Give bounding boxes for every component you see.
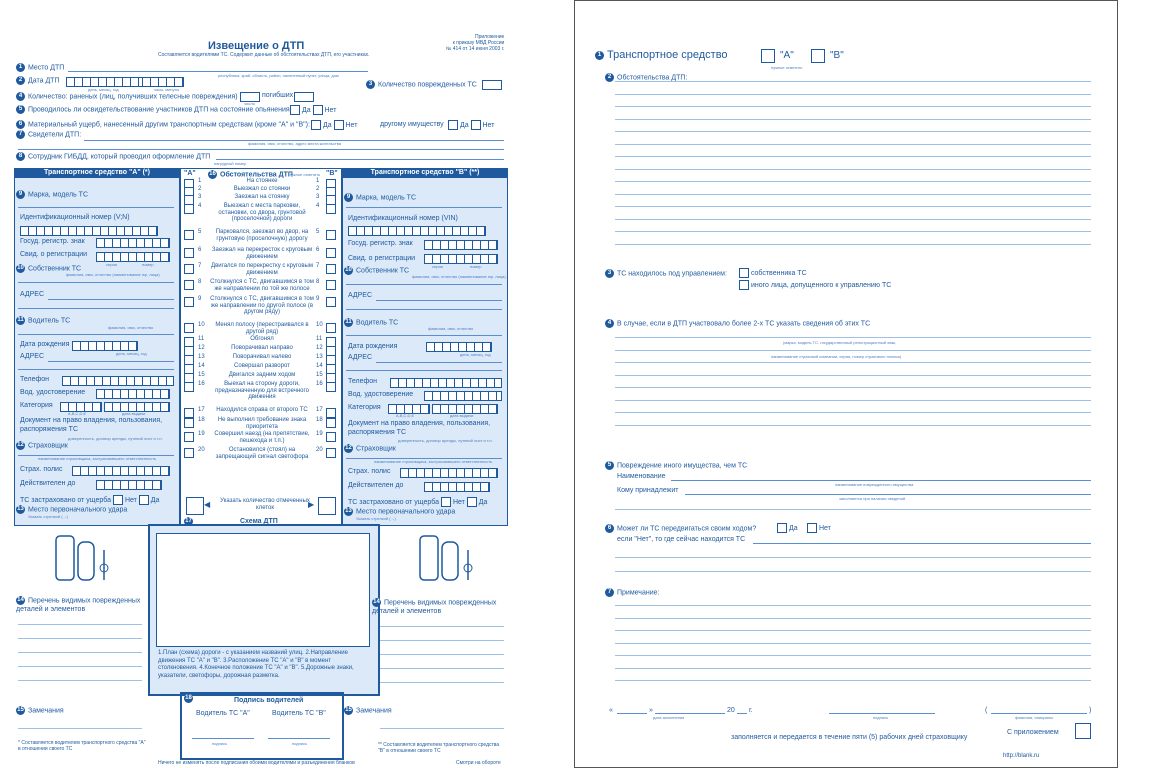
circumstance-number: 13 (198, 354, 205, 360)
back-other-vehicle-line[interactable] (615, 412, 1091, 413)
circumstance-a-checkbox[interactable] (184, 248, 194, 258)
back-driver-label: 3 ТС находилось под управлением: (605, 269, 727, 278)
circumstance-number: 3 (198, 194, 202, 200)
circumstance-number: 10 (316, 322, 323, 328)
circumstance-b-checkbox[interactable] (326, 230, 336, 240)
b-dob-cells[interactable] (426, 342, 492, 352)
back-page: 1 Транспортное средство "А" "В" нужное отметить 2 Обстоятельства ДТП: 3 ТС находилось под управлением: собственника ТС иного лица, допущенного к управлению ТС 4 В случае, если в ДТП участвовало более 2-х ТС указать сведения об этих ТС (марка, модель ТС, государственный регистрационный знак, наименование страховой компании, серия, номер страхового полиса) 5 Повреждение иного имущества, чем ТС Наименование наименование поврежденного имущества Кому принадлежит заполняется при наличии сведений 6 Может ли ТС передвигаться своим ходом? Да Нет если "Нет", то где сейчас находится ТС 7 Примечание: « » 20 г. дата заполнения подпись ( ) фамилия, инициалы заполняется и передается в течение пяти (5) рабочих дней страховщику С приложением http://blank.ru (574, 0, 1118, 768)
circumstance-a-checkbox[interactable] (184, 323, 194, 333)
a-owner-field[interactable] (18, 282, 174, 283)
circumstance-number: 7 (316, 263, 320, 269)
circumstance-number: 2 (198, 186, 202, 192)
b-make-field[interactable] (346, 207, 502, 208)
circumstance-number: 9 (316, 296, 320, 302)
damaged-count-label: 3 Количество поврежденных ТС (366, 80, 477, 89)
front-page: Извещение о ДТП Составляется водителями ТС. Содержит данные об обстоятельствах ДТП, его участниках. Приложение к приказу МВД России № 414 от 14 июня 2003 г. 1 Место ДТП республика, край, область, район, населенный пункт, улица, дом 2 Дата ДТП день, месяц, год часы, минуты 3 Количество поврежденных ТС 4 Количество: раненых (лиц, получивших телесные повреждения) число погибших 5 Проводилось ли освидетельствование участников ДТП на состояние опьянения Да Нет 6 Материальный ущерб, нанесенный другим транспортным средствам (кроме "А" и "В"): Да Нет другому имуществу Да Нет 7 Свидетели ДТП: фамилия, имя, отчество, адрес места жительства 8 Сотрудник ГИБДД, который проводил оформление ДТП нагрудный номер Транспортное средство "А" (*) Транспортное средство "В" (**) 9 Марка, модель ТС Идентификационный номер (V;N) Госуд. регистр. знак Свид. о регистрации серия номер 10 Собственник ТС фамилия, имя, отчество (наименование юр. лица) АДРЕС 11 Водитель ТС фамилия, имя, отчество Дата рождения день, месяц, год АДРЕС Телефон Вод. удостоверение Категория A,B,C,D,E дата выдачи Документ на право владения, пользования, распоряжения ТС доверенность, договор аренды, путевой лист и т.п. 12 Страховщик наименование страховщика, застраховавшего ответственность Страх. полис Действителен до ТС застраховано от ущерба Нет Да 13 Место первоначального удара Указать стрелкой (→) 9 Марка, модель ТС Идентификационный номер (VIN) Госуд. регистр. знак Свид. о регистрации серия номер 10 Собственник ТС фамилия, имя, отчество (наименование юр. лица) АДРЕС 11 Водитель ТС фамилия, имя, отчество Дата рождения день, месяц, год АДРЕС Телефон Вод. удостоверение Категория A,B,C,D,E дата выдачи Документ на право владения, пользования, распоряжения ТС доверенность, договор аренды, путевой лист и т.п. 12 Страховщик наименование страховщика, застраховавшего ответственность Страх. полис Действителен до ТС застраховано от ущерба Нет Да 13 Место первоначального удара Указать стрелкой (→) "А" 16 Обстоятельства ДТП Нужное отметить "В" Указать количество отмеченных клеток ◀ ▶ 17 Схема ДТП 1.План (схема) дороги - с указанием названий улиц. 2.Направление движения ТС "А" и "В". 3.Расположение ТС "А" и "В" в момент столкновения. 4.Конечное положение ТС "А" и "В". 5.Дорожные знаки, указатели, светофоры, дорожная разметка. 14 Перечень видимых поврежденных деталей и элементов 14 Перечень видимых поврежденных деталей и элементов 15 Замечания * Составляется водителем транспортного средства "А" в отношении своего ТС 15 Замечания ** Составляется водителем транспортного средства "В" в отношении своего ТС 18 Подпись водителей Водитель ТС "А" Водитель ТС "В" подпись подпись Ничего не изменять после подписания обоими водителями и разъединения бланков Смотри на обороте 1 На стоянке 1 2 Выезжал со стоянки 2 3 Заезжал на стоянку 3 4 Выезжал с места парковки, остановки, со двора, грунтовой (проселочной) дороги 4 5 Парковался, заезжал во двор, на грунтовую (проселочную) дорогу 5 6 Заезжал на перекресток с круговым движением 6 7 Двигался по перекрестку с круговым движением 7 8 Столкнулся с ТС, двигавшимся в том же направлении по той же полосе 8 9 Столкнулся с ТС, двигавшимся в том же направлении по другой полосе (в другом ряду) 9 10 Менял полосу (перестраивался в другой ряд) 10 11 Обгонял 11 12 Поворачивал направо 12 13 Поворачивал налево 13 14 Совершал разворот 14 15 Двигался задним ходом 15 16 Выехал на сторону дороги, предназначенную для встречного движения 16 17 Находился справа от второго ТС 17 18 Не выполнил требование знака приоритета 18 19 Совершил наезд (на препятствие, пешехода и т.п.) 19 20 Остановился (стоял) на запрещающий сигнал светофора 20 (8, 0, 516, 768)
circumstance-a-checkbox[interactable] (184, 432, 194, 442)
circumstance-number: 8 (316, 279, 320, 285)
circumstance-label: Выехал на сторону дороги, предназначенную для встречного движения (215, 381, 309, 400)
arrow-right-icon: ▶ (308, 500, 315, 509)
sobriety-yes-checkbox[interactable] (290, 105, 300, 115)
circumstance-number: 13 (316, 354, 323, 360)
circumstance-label: Выезжал со стоянки (233, 186, 291, 192)
b-reg-cells[interactable] (424, 254, 498, 264)
back-month-field[interactable] (655, 713, 725, 714)
back-other-vehicle-line[interactable] (615, 375, 1091, 376)
back-mobility-no-checkbox[interactable] (807, 523, 817, 533)
a-insurer-field[interactable] (18, 455, 174, 456)
circumstance-number: 11 (316, 336, 323, 342)
circumstance-label: Двигался по перекрестку с круговым движением (211, 263, 313, 276)
witnesses-label: 7 Свидетели ДТП: (16, 130, 81, 139)
circumstance-number: 12 (316, 345, 323, 351)
circumstance-number: 10 (198, 322, 205, 328)
car-diagram-b-icon (416, 530, 476, 586)
back-circumstances-label: 2 Обстоятельства ДТП: (605, 73, 687, 82)
circumstance-number: 1 (316, 178, 320, 184)
circumstance-label: Выезжал с места парковки, остановки, со двора, грунтовой (проселочной) дороги (218, 203, 306, 222)
back-circumstance-line[interactable] (615, 156, 1091, 157)
back-note-line[interactable] (615, 643, 1091, 644)
circumstance-number: 14 (316, 363, 323, 369)
circumstance-number: 14 (198, 363, 205, 369)
material-damage-label: 6 Материальный ущерб, нанесенный другим транспортным средствам (кроме "А" и "В"): (16, 120, 310, 129)
circumstance-number: 15 (316, 372, 323, 378)
circumstance-number: 1 (198, 178, 202, 184)
back-other-vehicles-label: 4 В случае, если в ДТП участвовало более 2-х ТС указать сведения об этих ТС (605, 319, 870, 328)
back-note-line[interactable] (615, 618, 1091, 619)
back-year-field[interactable] (737, 713, 747, 714)
back-other-vehicle-line[interactable] (615, 387, 1091, 388)
b-insurer-field[interactable] (346, 458, 502, 459)
a-insured-no-checkbox[interactable] (113, 495, 123, 505)
a-valid-cells[interactable] (96, 480, 162, 490)
form-title: Извещение о ДТП (208, 40, 305, 52)
b-insured-no-checkbox[interactable] (441, 497, 451, 507)
back-owner-checkbox[interactable] (739, 268, 749, 278)
circumstance-b-checkbox[interactable] (326, 408, 336, 418)
b-policy-cells[interactable] (400, 468, 498, 478)
circumstance-number: 17 (198, 407, 205, 413)
a-insured-yes-checkbox[interactable] (139, 495, 149, 505)
signature-b-field[interactable] (268, 738, 330, 739)
circumstance-number: 4 (316, 203, 320, 209)
circumstance-b-checkbox[interactable] (326, 297, 336, 307)
b-valid-cells[interactable] (424, 482, 490, 492)
back-circumstance-line[interactable] (615, 244, 1091, 245)
circumstance-label: Остановился (стоял) на запрещающий сигнал светофора (215, 447, 309, 460)
dead-box[interactable] (294, 92, 314, 102)
circumstance-b-checkbox[interactable] (326, 418, 336, 428)
circumstance-number: 15 (198, 372, 205, 378)
a-driver-address-field[interactable] (48, 361, 174, 362)
a-phone-cells[interactable] (62, 376, 174, 386)
back-notes-label: 7 Примечание: (605, 588, 659, 597)
appendix-note: Приложение к приказу МВД России № 414 от 14 июня 2003 г. (446, 34, 505, 52)
circumstance-number: 7 (198, 263, 202, 269)
circumstance-label: Поворачивал направо (231, 345, 293, 351)
back-circumstance-line[interactable] (615, 194, 1091, 195)
back-other-vehicle-line[interactable] (615, 400, 1091, 401)
circumstance-number: 6 (316, 247, 320, 253)
circumstance-b-checkbox[interactable] (326, 432, 336, 442)
place-label: 1 Место ДТП (16, 63, 64, 72)
circumstance-label: Находился справа от второго ТС (216, 407, 308, 413)
circumstance-number: 17 (316, 407, 323, 413)
a-reg-cells[interactable] (96, 252, 170, 262)
circumstance-number: 3 (316, 194, 320, 200)
circumstance-number: 5 (198, 229, 202, 235)
back-location-field[interactable] (753, 543, 1091, 544)
circumstance-a-checkbox[interactable] (184, 264, 194, 274)
a-license-cells[interactable] (96, 389, 170, 399)
back-circumstance-line[interactable] (615, 119, 1091, 120)
circumstance-label: Обгонял (250, 336, 274, 342)
a-policy-cells[interactable] (72, 466, 170, 476)
count-box-a[interactable] (186, 497, 204, 515)
circumstance-label: Не выполнил требование знака приоритета (217, 417, 307, 430)
circumstance-b-checkbox[interactable] (326, 323, 336, 333)
back-property-owner-field[interactable] (685, 494, 1091, 495)
back-attachment-checkbox[interactable] (1075, 723, 1091, 739)
back-circumstance-line[interactable] (615, 219, 1091, 220)
circumstance-label: Заезжал на стоянку (234, 194, 290, 200)
circumstance-number: 18 (198, 417, 205, 423)
b-insured-yes-checkbox[interactable] (467, 497, 477, 507)
car-diagram-a-icon (52, 530, 112, 586)
back-circumstance-line[interactable] (615, 169, 1091, 170)
back-property-label: 5 Повреждение иного имущества, чем ТС (605, 461, 747, 470)
circumstance-label: Поворачивал налево (232, 354, 292, 360)
injured-label: 4 Количество: раненых (лиц, получивших телесные повреждения) (16, 92, 238, 101)
circumstance-a-checkbox[interactable] (184, 408, 194, 418)
damage-property-yes-checkbox[interactable] (448, 120, 458, 130)
scheme-area[interactable] (156, 533, 370, 647)
back-name-field[interactable] (991, 713, 1087, 714)
circumstance-a-checkbox[interactable] (184, 382, 194, 392)
b-driver-field[interactable] (346, 335, 502, 336)
sobriety-options: Да Нет (290, 105, 336, 115)
b-license-cells[interactable] (424, 391, 502, 401)
circumstance-number: 19 (198, 431, 205, 437)
back-other-vehicle-line[interactable] (615, 350, 1091, 351)
officer-field[interactable] (216, 159, 504, 160)
b-address-field[interactable] (376, 300, 502, 301)
circumstance-label: Совершал разворот (234, 363, 290, 369)
back-vehicle-b-checkbox[interactable] (811, 49, 825, 63)
back-circumstance-line[interactable] (615, 94, 1091, 95)
back-vehicle-a-checkbox[interactable] (761, 49, 775, 63)
signature-a-field[interactable] (192, 738, 254, 739)
circumstance-label: Парковался, заезжал во двор, на грунтовую (проселочную) дорогу (215, 229, 309, 242)
date-label: 2 Дата ДТП (16, 76, 60, 85)
damaged-count-box[interactable] (482, 80, 502, 90)
back-other-driver-checkbox[interactable] (739, 280, 749, 290)
circumstance-number: 4 (198, 203, 202, 209)
circumstance-a-checkbox[interactable] (184, 448, 194, 458)
circumstance-number: 11 (198, 336, 205, 342)
damage-property-no-checkbox[interactable] (471, 120, 481, 130)
back-circumstance-line[interactable] (615, 206, 1091, 207)
circumstance-number: 18 (316, 417, 323, 423)
circumstance-number: 5 (316, 229, 320, 235)
circumstance-label: Заезжал на перекресток с круговым движением (211, 247, 313, 260)
a-dob-cells[interactable] (72, 341, 138, 351)
vehicle-a-header: Транспортное средство "А" (*) (14, 168, 180, 178)
back-other-vehicle-line[interactable] (615, 425, 1091, 426)
place-field[interactable] (68, 71, 368, 72)
officer-label: 8 Сотрудник ГИБДД, который проводил оформление ДТП (16, 152, 210, 161)
back-other-vehicle-line[interactable] (615, 362, 1091, 363)
sobriety-no-checkbox[interactable] (313, 105, 323, 115)
back-circumstance-line[interactable] (615, 181, 1091, 182)
back-other-vehicle-line[interactable] (615, 337, 1091, 338)
circumstance-number: 20 (316, 447, 323, 453)
b-driver-address-field[interactable] (376, 362, 502, 363)
circumstance-a-checkbox[interactable] (184, 230, 194, 240)
circumstance-label: Столкнулся с ТС, двигавшимся в том же направлении по той же полосе (210, 279, 314, 292)
back-day-field[interactable] (617, 713, 647, 714)
circumstance-a-checkbox[interactable] (184, 297, 194, 307)
circumstance-b-checkbox[interactable] (326, 248, 336, 258)
circumstance-number: 2 (316, 186, 320, 192)
a-vin-cells[interactable] (20, 226, 158, 236)
a-driver-field[interactable] (18, 334, 174, 335)
circumstance-label: Столкнулся с ТС, двигавшимся в том же направлении по другой полосе (в другом ряду) (210, 296, 314, 315)
circumstance-label: На стоянке (246, 178, 278, 184)
circumstance-number: 8 (198, 279, 202, 285)
back-circumstance-line[interactable] (615, 231, 1091, 232)
back-note-line[interactable] (615, 630, 1091, 631)
arrow-left-icon: ◀ (204, 500, 211, 509)
circumstance-number: 16 (198, 381, 205, 387)
circumstance-b-checkbox[interactable] (326, 204, 336, 214)
circumstance-b-checkbox[interactable] (326, 382, 336, 392)
back-note-line[interactable] (615, 668, 1091, 669)
circumstance-label: Двигался задним ходом (228, 372, 296, 378)
count-box-b[interactable] (318, 497, 336, 515)
vehicle-b-header: Транспортное средство "В" (**) (342, 168, 508, 178)
back-note-line[interactable] (615, 680, 1091, 681)
sobriety-label: 5 Проводилось ли освидетельствование участников ДТП на состояние опьянения (16, 105, 290, 114)
back-circumstance-line[interactable] (615, 131, 1091, 132)
form-subtitle: Составляется водителями ТС. Содержит данные об обстоятельствах ДТП, его участниках. (158, 52, 370, 58)
circumstance-number: 12 (198, 345, 205, 351)
back-circumstance-line[interactable] (615, 144, 1091, 145)
back-circumstance-line[interactable] (615, 81, 1091, 82)
b-vin-cells[interactable] (348, 226, 486, 236)
back-mobility-yes-checkbox[interactable] (777, 523, 787, 533)
circumstance-number: 9 (198, 296, 202, 302)
circumstance-b-checkbox[interactable] (326, 448, 336, 458)
back-note-line[interactable] (615, 605, 1091, 606)
back-property-name-field[interactable] (671, 480, 1091, 481)
circumstance-b-checkbox[interactable] (326, 264, 336, 274)
circumstance-number: 6 (198, 247, 202, 253)
circumstance-b-checkbox[interactable] (326, 280, 336, 290)
back-signature-field[interactable] (829, 713, 935, 714)
circumstance-label: Совершил наезд (на препятствие, пешехода и т.п.) (214, 431, 310, 444)
b-plate-cells[interactable] (424, 240, 498, 250)
circumstance-label: Менял полосу (перестраивался в другой ряд) (215, 322, 309, 335)
a-address-field[interactable] (48, 299, 174, 300)
back-circumstance-line[interactable] (615, 106, 1091, 107)
back-vehicle-label: 1 Транспортное средство (595, 49, 728, 61)
circumstance-a-checkbox[interactable] (184, 418, 194, 428)
circumstance-number: 16 (316, 381, 323, 387)
back-mobility-label: 6 Может ли ТС передвигаться своим ходом? (605, 524, 756, 533)
b-owner-field[interactable] (346, 284, 502, 285)
back-note-line[interactable] (615, 655, 1091, 656)
circumstance-number: 19 (316, 431, 323, 437)
damage-vehicles-no-checkbox[interactable] (334, 120, 344, 130)
b-phone-cells[interactable] (390, 378, 502, 388)
a-make-field[interactable] (18, 207, 174, 208)
damage-vehicles-yes-checkbox[interactable] (311, 120, 321, 130)
circumstance-a-checkbox[interactable] (184, 204, 194, 214)
a-plate-cells[interactable] (96, 238, 170, 248)
time-cells[interactable] (142, 77, 184, 87)
circumstance-a-checkbox[interactable] (184, 280, 194, 290)
circumstance-number: 20 (198, 447, 205, 453)
